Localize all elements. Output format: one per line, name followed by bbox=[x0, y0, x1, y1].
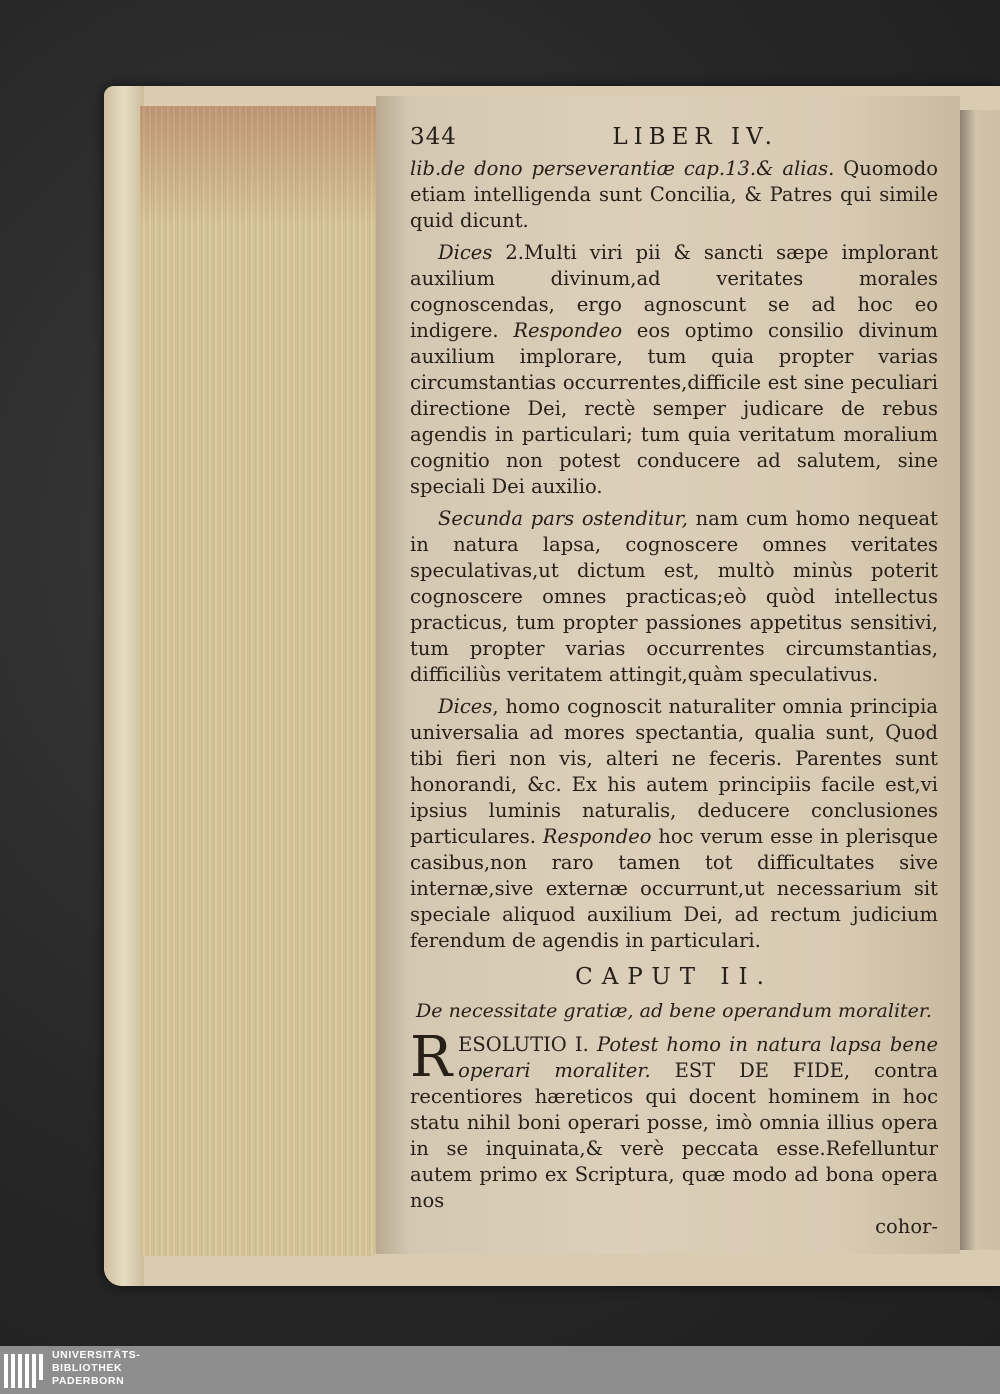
italic-segment: Potest homo in natura lapsa bene operari moraliter. bbox=[458, 1033, 938, 1082]
library-logo-text bbox=[52, 1349, 140, 1388]
text-paragraph bbox=[410, 506, 938, 688]
page-text bbox=[410, 124, 938, 1240]
logo-line-1: UNIVERSITÄTS- bbox=[52, 1349, 141, 1361]
logo-line-2: BIBLIOTHEK bbox=[52, 1362, 123, 1374]
italic-segment: Dices bbox=[438, 241, 493, 264]
text-segment: 2.Multi viri pii & sancti sæpe implorant auxilium divinum,ad veritates morales cognoscendas, ergo agnoscunt se ad hoc eo indigere. bbox=[410, 241, 938, 342]
paragraph-list bbox=[410, 156, 938, 954]
library-logo-icon bbox=[4, 1354, 44, 1388]
running-title: LIBER IV. bbox=[612, 124, 778, 150]
page-fore-edge bbox=[140, 106, 376, 1256]
library-footer bbox=[0, 1346, 1000, 1394]
text-paragraph bbox=[410, 240, 938, 500]
text-segment: eos optimo consilio divinum auxilium implorare, tum quia propter varias circumstantias occurrentes,difficile est sine peculiari directione Dei, rectè semper judicare de rebus agendis in particulari; tum quia veritatum moralium cognitio non potest conducere ad salutem, sine speciali Dei auxilio. bbox=[410, 319, 938, 498]
chapter-subtitle: De necessitate gratiæ, ad bene operandum moraliter. bbox=[416, 1000, 932, 1022]
drop-cap: R bbox=[410, 1025, 453, 1090]
text-segment: ESOLUTIO I. bbox=[458, 1033, 597, 1056]
italic-segment: Dices bbox=[438, 695, 493, 718]
text-paragraph bbox=[410, 694, 938, 954]
running-head bbox=[410, 124, 938, 152]
text-paragraph bbox=[410, 156, 938, 234]
text-segment: Quomodo etiam intelligenda sunt Concilia, & Patres qui simile quid dicunt. bbox=[410, 157, 938, 232]
book-cover-edge bbox=[104, 86, 144, 1286]
resolutio-paragraph bbox=[410, 1025, 938, 1214]
page-number: 344 bbox=[410, 124, 457, 150]
chapter-heading: CAPUT II. bbox=[575, 964, 773, 990]
text-segment: hoc verum esse in plerisque casibus,non raro tamen tot difficultates sive internæ,sive externæ occurrunt,ut necessarium sit speciale aliquod auxilium Dei, ad rectum judicium ferendum de agendis in particulari. bbox=[410, 825, 938, 952]
italic-segment: Secunda pars ostenditur, bbox=[438, 507, 688, 530]
catchword: cohor- bbox=[875, 1215, 938, 1238]
logo-line-3: PADERBORN bbox=[52, 1375, 125, 1387]
text-segment: nam cum homo nequeat in natura lapsa, cognoscere omnes veritates speculativas,ut dictum est, multò minùs poterit cognoscere omnes practicas;eò quòd intellectus practicus, tum propter passiones appetitus sensitivi, tum propter varias occurrentes circumstantias, difficiliùs veritatem attingit,quàm speculativus. bbox=[410, 507, 938, 686]
text-segment: EST DE FIDE, contra recentiores hæreticos qui docent hominem in hoc statu nihil boni operari posse, imò omnia illius opera in se inquinata,& verè peccata esse.Refelluntur autem primo ex Scriptura, quæ modo ad bona opera nos bbox=[410, 1059, 938, 1212]
facing-page-edge bbox=[960, 110, 1000, 1250]
text-segment: , homo cognoscit naturaliter omnia principia universalia ad mores spectantia, qualia sunt, Quod tibi fieri non vis, alteri ne feceris. Parentes sunt honorandi, &c. Ex his autem principiis facile est,vi ipsius luminis naturalis, deducere conclusiones particulares. bbox=[410, 695, 938, 848]
italic-segment: Respondeo bbox=[542, 825, 652, 848]
italic-segment: Respondeo bbox=[513, 319, 623, 342]
italic-segment: lib.de dono perseverantiæ cap.13.& alias. bbox=[410, 157, 835, 180]
